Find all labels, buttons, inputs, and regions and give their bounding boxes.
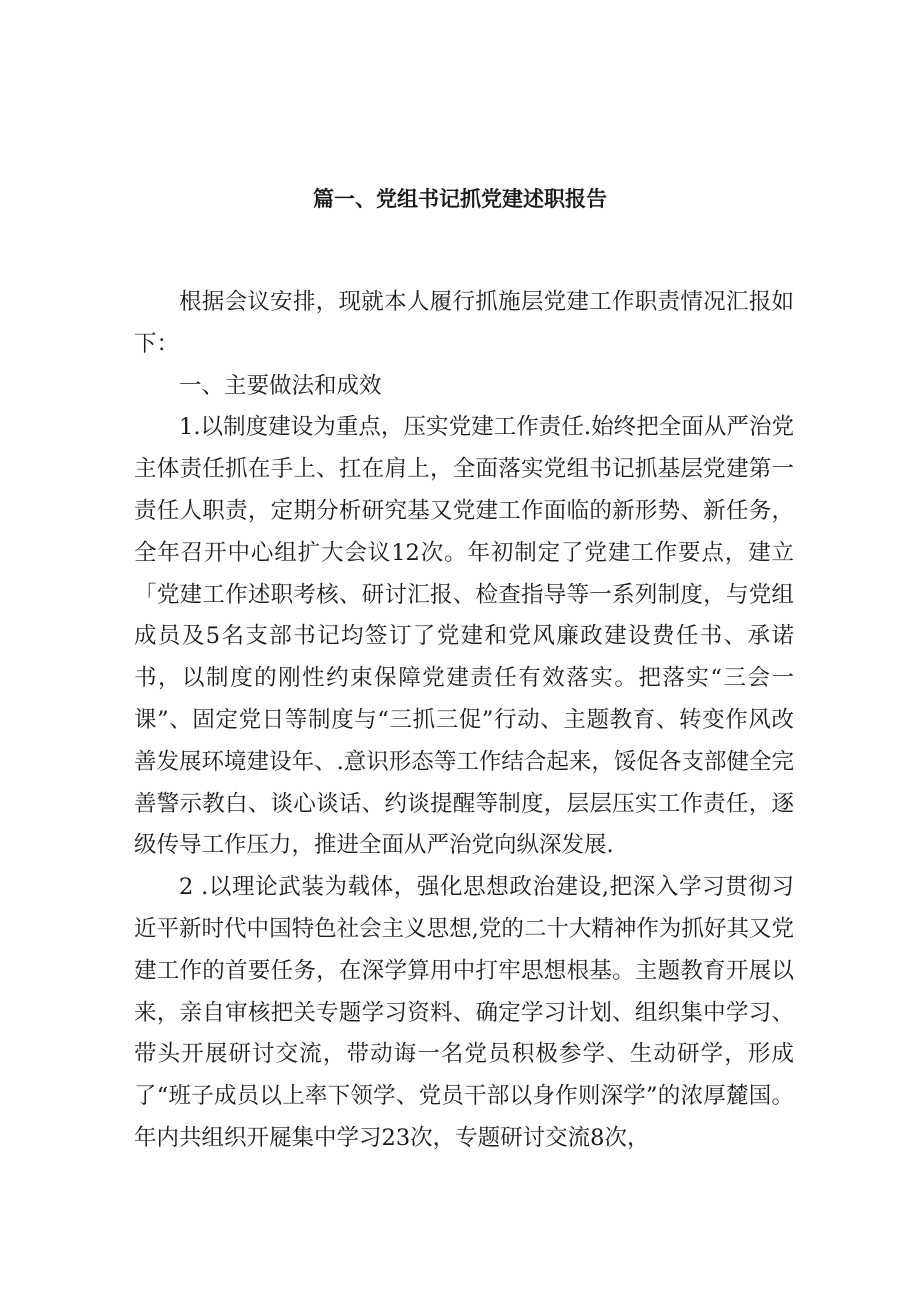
intro-paragraph: 根据会议安排，现就本人履行抓施层党建工作职责情况汇报如下： — [134, 289, 794, 357]
section-heading: 一、主要做法和成效 — [179, 372, 382, 399]
document-title: 篇一、党组书记抓党建述职报告 — [313, 187, 607, 211]
document-body — [134, 282, 794, 1160]
paragraph-2: 2 .以理论武装为载体，强化思想政治建设,把深入学习贯彻习近平新时代中国特色社会主义思想,党的二十大精神作为抓好其又党建工作的首要任务，在深学算用中打牢思想根基。主题教育开展以来，亲自审核把关专题学习资料、确定学习计划、组织集中学习、带头开展研讨交流，带动诲一名党员积极参学、生动研学，形成了“班子成员以上率下领学、党员干部以身作则深学”的浓厚麓国。年内共组织开屣集中学习23次，专题研讨交流8次， — [134, 874, 794, 1151]
paragraph-1: 1.以制度建设为重点，压实党建工作责任.始终把全面从严治党主体责任抓在手上、扛在肩上，全面落实党组书记抓基层党建第一责任人职责，定期分析研究基又党建工作面临的新形势、新任务，全年召开中心组扩大会议12次。年初制定了党建工作要点，建立「党建工作述职考核、研讨汇报、检查指导等一系列制度，与党组成员及5名支部书记均签订了党建和党风廉政建设费任书、承诺书，以制度的刚性约束保障党建责任有效落实。把落实“三会一课”、固定党日等制度与“三抓三促”行动、主题教育、转变作风改善发展环境建设年、.意识形态等工作结合起来，馁促各支部健全完善警示教白、谈心谈话、约谈提醒等制度，层层压实工作责任，逐级传导工作压力，推进全面从严治党向纵深发展. — [134, 414, 794, 859]
